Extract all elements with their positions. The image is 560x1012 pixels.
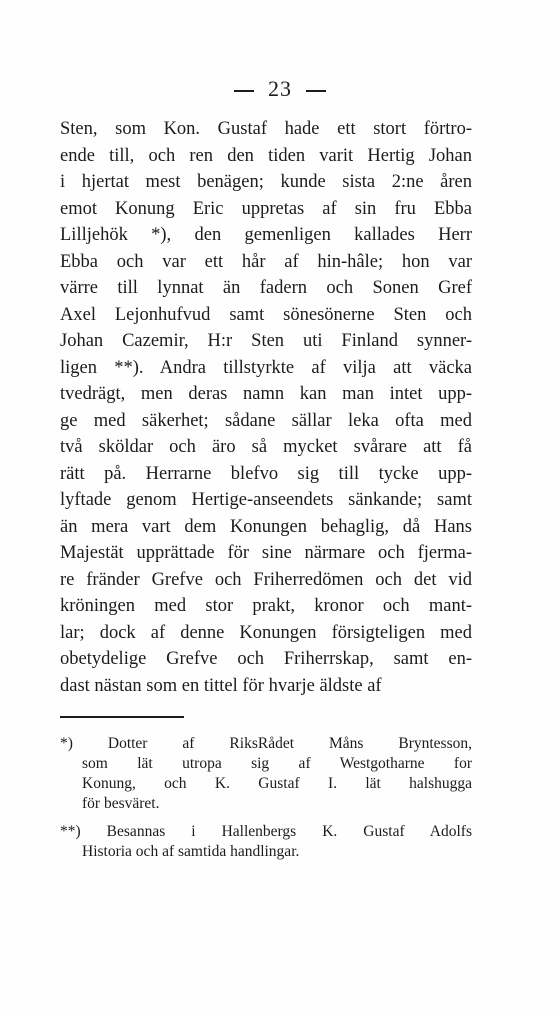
footnote-line: **) Besannas i Hallenbergs K. Gustaf Adolfs	[60, 823, 472, 840]
footnote-line: för besväret.	[82, 795, 160, 812]
body-line: obetydelige Grefve och Friherrskap, samt en-	[60, 649, 472, 669]
footnotes	[60, 734, 472, 870]
footnote-2	[60, 822, 472, 862]
body-line: kröningen med stor prakt, kronor och mant-	[60, 596, 472, 616]
body-line: lar; dock af denne Konungen försigteligen med	[60, 622, 472, 643]
body-line: Axel Lejonhufvud samt sönesönerne Sten och	[60, 304, 472, 325]
header-dash-left	[234, 90, 254, 92]
header-dash-right	[306, 90, 326, 92]
body-line: än mera vart dem Konungen behaglig, då Hans	[60, 516, 472, 537]
body-line: Majestät upprättade för sine närmare och fjerma-	[60, 543, 472, 563]
body-line: i hjertat mest benägen; kunde sista 2:ne åren	[60, 172, 472, 192]
body-line: värre till lynnat än fadern och Sonen Gref	[60, 278, 472, 298]
body-text	[60, 116, 472, 699]
body-line: dast nästan som en tittel för hvarje äldste af	[60, 675, 382, 696]
page-header	[0, 76, 560, 102]
body-line: Johan Cazemir, H:r Sten uti Finland synner-	[60, 331, 472, 351]
footnote-line: som lät utropa sig af Westgotharne for	[82, 755, 472, 772]
footnote-line: Konung, och K. Gustaf I. lät halshugga	[82, 775, 472, 792]
body-line: ligen **). Andra tillstyrkte af vilja att väcka	[60, 357, 472, 378]
footnote-line: *) Dotter af RiksRådet Måns Bryntesson,	[60, 735, 472, 752]
body-line: re fränder Grefve och Friherredömen och det vid	[60, 569, 472, 590]
body-line: två sköldar och äro så mycket svårare att få	[60, 437, 472, 457]
footnote-divider	[60, 716, 184, 718]
body-line: emot Konung Eric uppretas af sin fru Ebba	[60, 198, 472, 219]
footnote-line: Historia och af samtida handlingar.	[82, 843, 300, 860]
body-line: Sten, som Kon. Gustaf hade ett stort förtro-	[60, 119, 472, 139]
body-line: ge med säkerhet; sådane sällar leka ofta med	[60, 410, 472, 431]
body-line: lyftade genom Hertige-anseendets sänkande; samt	[60, 490, 472, 510]
page-number: 23	[268, 76, 292, 101]
body-line: tvedrägt, men deras namn kan man intet upp-	[60, 384, 472, 404]
body-line: rätt på. Herrarne blefvo sig till tycke upp-	[60, 463, 472, 484]
body-line: ende till, och ren den tiden varit Hertig Johan	[60, 145, 472, 166]
body-line: Ebba och var ett hår af hin-hâle; hon var	[60, 251, 472, 272]
footnote-1	[60, 734, 472, 814]
body-line: Lilljehök *), den gemenligen kallades Herr	[60, 225, 472, 245]
